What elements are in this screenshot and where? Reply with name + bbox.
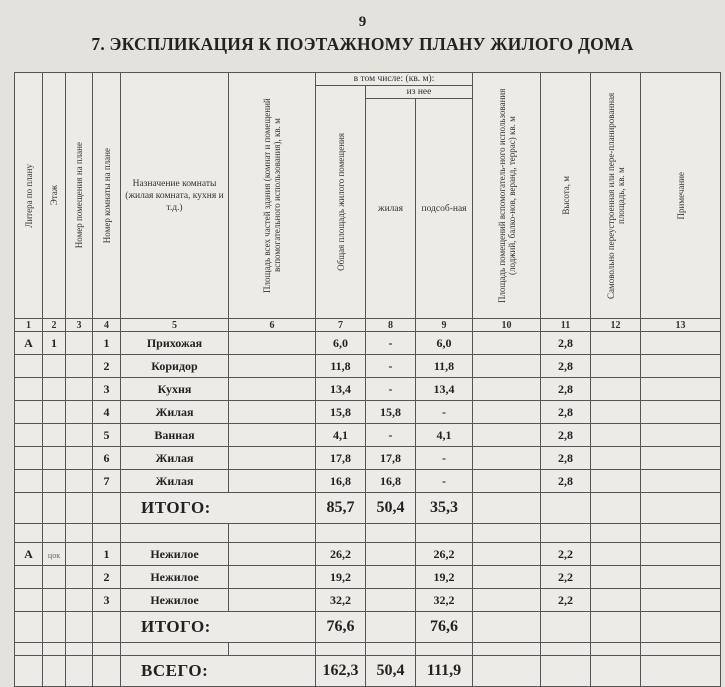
cell-living: - (366, 424, 416, 447)
header-auxiliary: подсоб-ная (416, 99, 473, 319)
cell-empty (15, 424, 43, 447)
table-row (15, 543, 721, 566)
cell-empty (229, 355, 316, 378)
cell-empty (591, 470, 641, 493)
subtotal-total: 85,7 (316, 493, 366, 524)
cell-height: 2,2 (541, 543, 591, 566)
cell-empty (43, 378, 66, 401)
cell-empty (229, 566, 316, 589)
subtotal-living: 50,4 (366, 493, 416, 524)
cell-premise (66, 332, 93, 355)
cell-empty (473, 566, 541, 589)
cell-empty (541, 493, 591, 524)
cell-total: 17,8 (316, 447, 366, 470)
table-row (15, 332, 721, 355)
cell-aux: - (416, 470, 473, 493)
cell-empty (591, 355, 641, 378)
subtotal-aux: 35,3 (416, 493, 473, 524)
cell-total: 19,2 (316, 566, 366, 589)
cell-living (366, 589, 416, 612)
subtotal-total: 76,6 (316, 612, 366, 643)
cell-height: 2,2 (541, 589, 591, 612)
cell-total: 32,2 (316, 589, 366, 612)
col-num: 7 (316, 319, 366, 332)
cell-total: 4,1 (316, 424, 366, 447)
cell-empty (43, 589, 66, 612)
cell-empty (66, 470, 93, 493)
cell-empty (229, 543, 316, 566)
cell-empty (66, 612, 93, 643)
cell-empty (66, 401, 93, 424)
header-including: в том числе: (кв. м): (316, 73, 473, 86)
col-num: 5 (121, 319, 229, 332)
header-note: Примечание (641, 73, 721, 319)
cell-height: 2,8 (541, 355, 591, 378)
spacer-row (15, 524, 721, 543)
cell-empty (15, 470, 43, 493)
grand-total-label: ВСЕГО: (121, 656, 316, 687)
cell-total: 11,8 (316, 355, 366, 378)
cell-room: 4 (93, 401, 121, 424)
cell-room: 7 (93, 470, 121, 493)
cell-empty (93, 612, 121, 643)
cell-name: Прихожая (121, 332, 229, 355)
subtotal-row (15, 612, 721, 643)
cell-empty (473, 332, 541, 355)
document-title: 7. ЭКСПЛИКАЦИЯ К ПОЭТАЖНОМУ ПЛАНУ ЖИЛОГО ДОМА (91, 34, 634, 54)
cell-empty (43, 656, 66, 687)
table-row (15, 401, 721, 424)
cell-room: 1 (93, 332, 121, 355)
cell-empty (43, 612, 66, 643)
cell-living: 17,8 (366, 447, 416, 470)
cell-total: 15,8 (316, 401, 366, 424)
cell-empty (473, 612, 541, 643)
cell-floor: цок (47, 550, 61, 560)
cell-empty (473, 656, 541, 687)
header-purpose: Назначение комнаты (жилая комната, кухня и т.д.) (121, 73, 229, 319)
cell-aux: 6,0 (416, 332, 473, 355)
cell-empty (15, 401, 43, 424)
cell-height: 2,8 (541, 401, 591, 424)
cell-height: 2,8 (541, 447, 591, 470)
cell-empty (473, 543, 541, 566)
col-num: 13 (641, 319, 721, 332)
cell-height: 2,8 (541, 378, 591, 401)
subtotal-living (366, 612, 416, 643)
cell-empty (15, 656, 43, 687)
cell-living: 16,8 (366, 470, 416, 493)
cell-empty (66, 543, 93, 566)
col-num: 1 (15, 319, 43, 332)
grand-total-aux: 111,9 (416, 656, 473, 687)
cell-empty (641, 493, 721, 524)
table-row (15, 447, 721, 470)
cell-room: 3 (93, 589, 121, 612)
table-row (15, 470, 721, 493)
cell-empty (66, 566, 93, 589)
cell-empty (591, 656, 641, 687)
header-total-area: Общая площадь жилого помещения (316, 86, 366, 319)
cell-empty (229, 378, 316, 401)
cell-empty (93, 493, 121, 524)
cell-empty (229, 332, 316, 355)
cell-aux: - (416, 401, 473, 424)
cell-living: - (366, 355, 416, 378)
header-unauthorized-area: Самовольно переустроенная или пере-планированная площадь, кв. м (591, 73, 641, 319)
cell-aux: 4,1 (416, 424, 473, 447)
cell-aux: 13,4 (416, 378, 473, 401)
cell-empty (641, 612, 721, 643)
grand-total-total: 162,3 (316, 656, 366, 687)
cell-height: 2,8 (541, 332, 591, 355)
cell-name: Кухня (121, 378, 229, 401)
cell-litera: А (15, 543, 43, 566)
header-room-number: Номер комнаты на плане (93, 73, 121, 319)
cell-room: 3 (93, 378, 121, 401)
table-row (15, 424, 721, 447)
spacer-row (15, 643, 721, 656)
cell-empty (473, 493, 541, 524)
header-of-which: из нее (366, 86, 473, 99)
cell-empty (15, 447, 43, 470)
col-num: 11 (541, 319, 591, 332)
cell-empty (473, 470, 541, 493)
cell-height: 2,8 (541, 424, 591, 447)
cell-empty (641, 332, 721, 355)
cell-empty (641, 424, 721, 447)
cell-empty (66, 447, 93, 470)
cell-empty (641, 355, 721, 378)
cell-name: Ванная (121, 424, 229, 447)
col-num: 8 (366, 319, 416, 332)
cell-empty (591, 566, 641, 589)
header-floor: Этаж (43, 73, 66, 319)
cell-empty (15, 378, 43, 401)
cell-aux: 26,2 (416, 543, 473, 566)
header-height: Высота, м (541, 73, 591, 319)
header-premise-number: Номер помещения на плане (66, 73, 93, 319)
cell-empty (591, 378, 641, 401)
cell-height: 2,8 (541, 470, 591, 493)
table-row (15, 355, 721, 378)
col-num: 6 (229, 319, 316, 332)
cell-name: Нежилое (121, 543, 229, 566)
table-row (15, 589, 721, 612)
cell-name: Жилая (121, 470, 229, 493)
cell-living: - (366, 378, 416, 401)
cell-aux: 11,8 (416, 355, 473, 378)
cell-living (366, 543, 416, 566)
col-num: 4 (93, 319, 121, 332)
cell-empty (229, 424, 316, 447)
grand-total-row (15, 656, 721, 687)
cell-empty (66, 424, 93, 447)
cell-aux: 32,2 (416, 589, 473, 612)
cell-empty (93, 656, 121, 687)
cell-empty (43, 566, 66, 589)
col-num: 3 (66, 319, 93, 332)
cell-empty (66, 493, 93, 524)
cell-empty (43, 355, 66, 378)
cell-floor: 1 (43, 332, 66, 355)
cell-empty (229, 470, 316, 493)
cell-total: 26,2 (316, 543, 366, 566)
cell-empty (66, 378, 93, 401)
cell-empty (66, 589, 93, 612)
cell-empty (541, 612, 591, 643)
cell-empty (641, 566, 721, 589)
cell-room: 5 (93, 424, 121, 447)
cell-empty (591, 612, 641, 643)
cell-empty (473, 378, 541, 401)
cell-empty (229, 589, 316, 612)
table-row (15, 378, 721, 401)
page-number: 9 (358, 14, 367, 30)
subtotal-row (15, 493, 721, 524)
cell-empty (591, 493, 641, 524)
cell-litera: А (15, 332, 43, 355)
table-row (15, 566, 721, 589)
subtotal-aux: 76,6 (416, 612, 473, 643)
cell-empty (229, 447, 316, 470)
cell-empty (43, 493, 66, 524)
cell-name: Нежилое (121, 589, 229, 612)
col-num: 12 (591, 319, 641, 332)
cell-living: 15,8 (366, 401, 416, 424)
cell-empty (641, 378, 721, 401)
cell-empty (15, 355, 43, 378)
header-all-parts-area: Площадь всех частей здания (комнат и помещений вспомогательного использования), кв. м (229, 73, 316, 319)
explication-table (14, 72, 721, 687)
cell-total: 16,8 (316, 470, 366, 493)
cell-empty (15, 589, 43, 612)
cell-empty (66, 355, 93, 378)
cell-aux: - (416, 447, 473, 470)
subtotal-label: ИТОГО: (121, 493, 316, 524)
cell-living: - (366, 332, 416, 355)
cell-empty (591, 424, 641, 447)
cell-empty (641, 543, 721, 566)
col-num: 9 (416, 319, 473, 332)
cell-name: Жилая (121, 401, 229, 424)
cell-empty (43, 424, 66, 447)
cell-empty (473, 589, 541, 612)
cell-empty (591, 543, 641, 566)
cell-empty (15, 493, 43, 524)
grand-total-living: 50,4 (366, 656, 416, 687)
cell-empty (15, 566, 43, 589)
cell-empty (473, 447, 541, 470)
cell-total: 6,0 (316, 332, 366, 355)
cell-empty (229, 401, 316, 424)
cell-empty (473, 424, 541, 447)
header-aux-area: Площадь помещений вспомогатель-ного использования (лоджий, балко-нов, веранд, террас) кв. м (473, 73, 541, 319)
cell-empty (641, 447, 721, 470)
cell-room: 6 (93, 447, 121, 470)
cell-empty (641, 656, 721, 687)
cell-empty (641, 589, 721, 612)
cell-height: 2,2 (541, 566, 591, 589)
header-litera: Литера по плану (15, 73, 43, 319)
cell-aux: 19,2 (416, 566, 473, 589)
cell-empty (591, 332, 641, 355)
col-num: 2 (43, 319, 66, 332)
cell-empty (473, 401, 541, 424)
cell-empty (43, 470, 66, 493)
cell-empty (641, 401, 721, 424)
cell-empty (591, 447, 641, 470)
cell-empty (473, 355, 541, 378)
cell-empty (66, 656, 93, 687)
cell-room: 1 (93, 543, 121, 566)
cell-empty (541, 656, 591, 687)
cell-name: Нежилое (121, 566, 229, 589)
col-num: 10 (473, 319, 541, 332)
header-living: жилая (366, 99, 416, 319)
cell-living (366, 566, 416, 589)
cell-empty (591, 401, 641, 424)
cell-name: Жилая (121, 447, 229, 470)
cell-room: 2 (93, 566, 121, 589)
cell-empty (43, 401, 66, 424)
cell-empty (641, 470, 721, 493)
cell-empty (43, 447, 66, 470)
cell-empty (591, 589, 641, 612)
subtotal-label: ИТОГО: (121, 612, 316, 643)
cell-name: Коридор (121, 355, 229, 378)
cell-room: 2 (93, 355, 121, 378)
column-numbers-row (15, 319, 721, 332)
cell-total: 13,4 (316, 378, 366, 401)
cell-empty (15, 612, 43, 643)
